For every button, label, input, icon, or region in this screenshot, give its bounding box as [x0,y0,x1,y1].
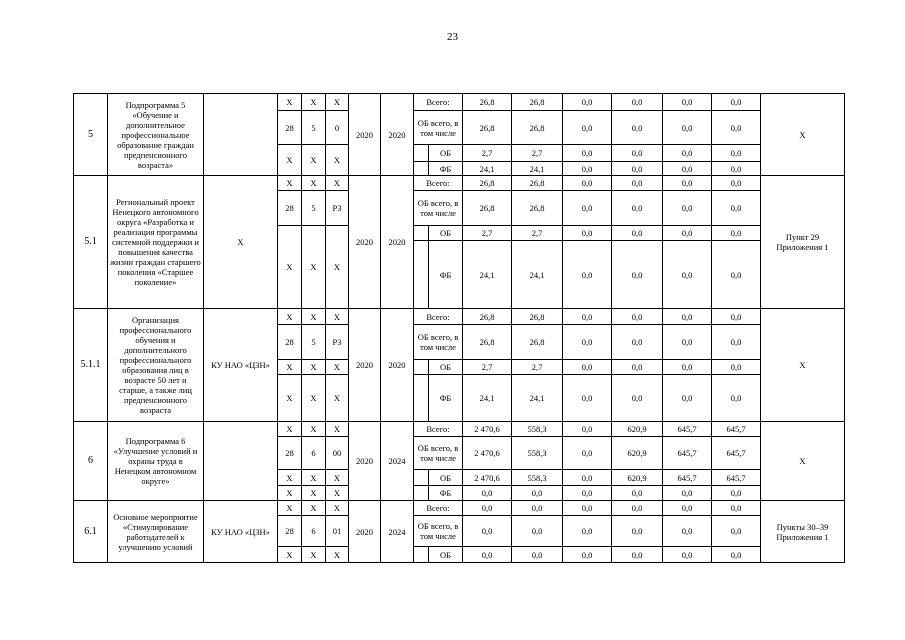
source-label: ОБ [429,226,463,241]
row-executor: КУ НАО «ЦЗН» [204,309,278,422]
source-label: Всего: [414,501,463,516]
value-cell: 0,0 [463,486,512,501]
value-cell: 0,0 [563,111,612,145]
value-cell: 0,0 [612,516,663,547]
value-cell: 0,0 [663,309,712,325]
row-number: 5.1 [74,176,108,309]
value-cell: 26,8 [463,191,512,226]
value-cell: 2,7 [463,360,512,375]
source-indent [414,226,429,241]
value-cell: 24,1 [463,162,512,176]
end-year: 2020 [381,176,414,309]
value-cell: 558,3 [512,422,563,437]
value-cell: 0,0 [612,145,663,162]
value-cell: 645,7 [712,422,761,437]
end-year: 2024 [381,501,414,563]
value-cell: 2,7 [512,226,563,241]
value-cell: 2,7 [463,145,512,162]
code-cell: X [302,309,326,325]
start-year: 2020 [349,176,381,309]
row-name: Региональный проект Ненецкого автономного округа «Разработка и реализация программы системной поддержки и повышения качества жизни граждан старшего поколения «Старшее поколение» [108,176,204,309]
code-cell: X [326,145,349,176]
source-label: ОБ всего, в том числе [414,516,463,547]
value-cell: 0,0 [563,145,612,162]
value-cell: 0,0 [612,486,663,501]
code-cell: 28 [278,437,302,470]
row-name: Подпрограмма 6 «Улучшение условий и охраны труда в Ненецком автономном округе» [108,422,204,501]
start-year: 2020 [349,501,381,563]
value-cell: 0,0 [563,191,612,226]
page-number: 23 [447,31,458,43]
code-cell: X [326,375,349,422]
value-cell: 0,0 [712,241,761,309]
code-cell: X [326,226,349,309]
source-label: ОБ [429,145,463,162]
code-cell: X [302,422,326,437]
value-cell: 0,0 [712,145,761,162]
value-cell: 0,0 [712,516,761,547]
code-cell: 6 [302,516,326,547]
code-cell: 00 [326,437,349,470]
value-cell: 0,0 [663,191,712,226]
value-cell: 0,0 [712,501,761,516]
code-cell: 5 [302,191,326,226]
table-row [74,422,845,437]
code-cell: 0 [326,111,349,145]
value-cell: 0,0 [563,241,612,309]
value-cell: 26,8 [512,309,563,325]
value-cell: 0,0 [512,486,563,501]
value-cell: 645,7 [663,437,712,470]
value-cell: 24,1 [463,375,512,422]
value-cell: 620,9 [612,437,663,470]
row-note: X [761,309,845,422]
code-cell: X [278,226,302,309]
code-cell: X [326,422,349,437]
code-cell: 01 [326,516,349,547]
value-cell: 0,0 [663,226,712,241]
value-cell: 26,8 [463,309,512,325]
source-label: Всего: [414,309,463,325]
value-cell: 2 470,6 [463,437,512,470]
code-cell: X [278,422,302,437]
row-executor [204,422,278,501]
end-year: 2020 [381,309,414,422]
value-cell: 0,0 [563,470,612,486]
code-cell: 28 [278,325,302,360]
code-cell: 28 [278,191,302,226]
value-cell: 0,0 [712,486,761,501]
value-cell: 26,8 [512,176,563,191]
value-cell: 620,9 [612,422,663,437]
source-indent [414,241,429,309]
value-cell: 0,0 [612,191,663,226]
row-number: 5.1.1 [74,309,108,422]
value-cell: 0,0 [663,375,712,422]
code-cell: X [302,94,326,111]
value-cell: 2 470,6 [463,470,512,486]
value-cell: 26,8 [512,94,563,111]
source-label: Всего: [414,422,463,437]
value-cell: 558,3 [512,470,563,486]
value-cell: 0,0 [563,226,612,241]
value-cell: 0,0 [663,501,712,516]
start-year: 2020 [349,309,381,422]
value-cell: 0,0 [612,111,663,145]
source-label: Всего: [414,176,463,191]
value-cell: 26,8 [512,191,563,226]
value-cell: 0,0 [563,309,612,325]
code-cell: P3 [326,325,349,360]
value-cell: 0,0 [712,547,761,563]
code-cell: 28 [278,111,302,145]
value-cell: 0,0 [663,486,712,501]
value-cell: 645,7 [712,470,761,486]
value-cell: 0,0 [712,191,761,226]
source-label: ОБ всего, в том числе [414,437,463,470]
code-cell: X [326,309,349,325]
row-executor [204,94,278,176]
value-cell: 2,7 [463,226,512,241]
code-cell: X [302,176,326,191]
value-cell: 0,0 [563,437,612,470]
source-label: ОБ [429,470,463,486]
code-cell: 5 [302,111,326,145]
code-cell: X [278,94,302,111]
value-cell: 0,0 [563,501,612,516]
value-cell: 0,0 [663,111,712,145]
table-row [74,309,845,325]
value-cell: 2 470,6 [463,422,512,437]
value-cell: 26,8 [512,111,563,145]
table-row [74,176,845,191]
value-cell: 645,7 [663,422,712,437]
value-cell: 2,7 [512,145,563,162]
start-year: 2020 [349,94,381,176]
value-cell: 645,7 [663,470,712,486]
code-cell: X [278,145,302,176]
code-cell: X [278,360,302,375]
value-cell: 0,0 [712,375,761,422]
source-indent [414,547,429,563]
value-cell: 0,0 [663,516,712,547]
source-indent [414,470,429,486]
value-cell: 0,0 [712,176,761,191]
row-executor: X [204,176,278,309]
value-cell: 26,8 [512,325,563,360]
end-year: 2020 [381,94,414,176]
value-cell: 0,0 [612,162,663,176]
source-label: ОБ всего, в том числе [414,191,463,226]
code-cell: X [278,375,302,422]
code-cell: X [302,486,326,501]
code-cell: X [326,501,349,516]
value-cell: 0,0 [663,94,712,111]
code-cell: X [326,360,349,375]
value-cell: 26,8 [463,94,512,111]
code-cell: X [302,547,326,563]
value-cell: 0,0 [612,94,663,111]
value-cell: 0,0 [663,547,712,563]
code-cell: X [278,501,302,516]
value-cell: 0,0 [612,547,663,563]
value-cell: 0,0 [712,325,761,360]
budget-table [73,93,845,563]
source-indent [414,145,429,162]
source-indent [414,375,429,422]
value-cell: 0,0 [512,547,563,563]
code-cell: X [278,309,302,325]
row-executor: КУ НАО «ЦЗН» [204,501,278,563]
code-cell: X [326,486,349,501]
source-label: Всего: [414,94,463,111]
value-cell: 2,7 [512,360,563,375]
value-cell: 0,0 [512,516,563,547]
value-cell: 0,0 [663,360,712,375]
value-cell: 0,0 [663,162,712,176]
value-cell: 0,0 [563,360,612,375]
code-cell: X [302,226,326,309]
value-cell: 0,0 [712,162,761,176]
row-note: Пункт 29 Приложения 1 [761,176,845,309]
source-label: ОБ всего, в том числе [414,325,463,360]
code-cell: P3 [326,191,349,226]
value-cell: 0,0 [663,241,712,309]
value-cell: 645,7 [712,437,761,470]
value-cell: 0,0 [612,226,663,241]
row-number: 5 [74,94,108,176]
table-row [74,501,845,516]
value-cell: 0,0 [712,309,761,325]
value-cell: 0,0 [612,309,663,325]
value-cell: 0,0 [663,145,712,162]
code-cell: X [326,547,349,563]
value-cell: 0,0 [563,176,612,191]
value-cell: 0,0 [563,325,612,360]
value-cell: 0,0 [563,547,612,563]
value-cell: 0,0 [563,516,612,547]
value-cell: 0,0 [663,176,712,191]
value-cell: 0,0 [712,226,761,241]
value-cell: 0,0 [463,516,512,547]
value-cell: 0,0 [563,162,612,176]
value-cell: 0,0 [612,241,663,309]
value-cell: 24,1 [512,375,563,422]
table-row [74,94,845,111]
value-cell: 0,0 [712,111,761,145]
value-cell: 0,0 [612,176,663,191]
source-label: ОБ [429,547,463,563]
code-cell: 6 [302,437,326,470]
code-cell: X [302,375,326,422]
row-number: 6.1 [74,501,108,563]
value-cell: 0,0 [612,375,663,422]
value-cell: 0,0 [612,501,663,516]
value-cell: 24,1 [463,241,512,309]
code-cell: X [278,486,302,501]
row-number: 6 [74,422,108,501]
value-cell: 0,0 [563,94,612,111]
row-name: Основное мероприятие «Стимулирование работодателей к улучшению условий [108,501,204,563]
value-cell: 24,1 [512,162,563,176]
row-note: X [761,94,845,176]
value-cell: 24,1 [512,241,563,309]
code-cell: X [302,360,326,375]
source-label: ОБ [429,360,463,375]
value-cell: 0,0 [563,422,612,437]
source-indent [414,162,429,176]
row-name: Организация профессионального обучения и дополнительного профессионального образования лиц в возрасте 50 лет и старше, а также лиц предпенсионного возраста [108,309,204,422]
value-cell: 26,8 [463,176,512,191]
code-cell: X [302,145,326,176]
code-cell: X [278,547,302,563]
row-note: Пункты 30–39 Приложения 1 [761,501,845,563]
value-cell: 558,3 [512,437,563,470]
source-indent [414,360,429,375]
row-note: X [761,422,845,501]
value-cell: 0,0 [612,325,663,360]
code-cell: 5 [302,325,326,360]
code-cell: X [278,470,302,486]
start-year: 2020 [349,422,381,501]
code-cell: X [278,176,302,191]
code-cell: X [302,470,326,486]
source-label: ОБ всего, в том числе [414,111,463,145]
code-cell: X [326,470,349,486]
value-cell: 0,0 [663,325,712,360]
code-cell: X [326,94,349,111]
value-cell: 0,0 [563,375,612,422]
code-cell: X [326,176,349,191]
value-cell: 26,8 [463,325,512,360]
value-cell: 0,0 [612,360,663,375]
value-cell: 0,0 [712,94,761,111]
value-cell: 0,0 [563,486,612,501]
end-year: 2024 [381,422,414,501]
value-cell: 620,9 [612,470,663,486]
row-name: Подпрограмма 5 «Обучение и дополнительное профессиональное образование граждан предпенсионного возраста» [108,94,204,176]
value-cell: 26,8 [463,111,512,145]
source-label: ФБ [429,162,463,176]
source-indent [414,486,429,501]
value-cell: 0,0 [463,547,512,563]
code-cell: X [302,501,326,516]
value-cell: 0,0 [512,501,563,516]
source-label: ФБ [429,486,463,501]
value-cell: 0,0 [463,501,512,516]
code-cell: 28 [278,516,302,547]
source-label: ФБ [429,241,463,309]
source-label: ФБ [429,375,463,422]
value-cell: 0,0 [712,360,761,375]
